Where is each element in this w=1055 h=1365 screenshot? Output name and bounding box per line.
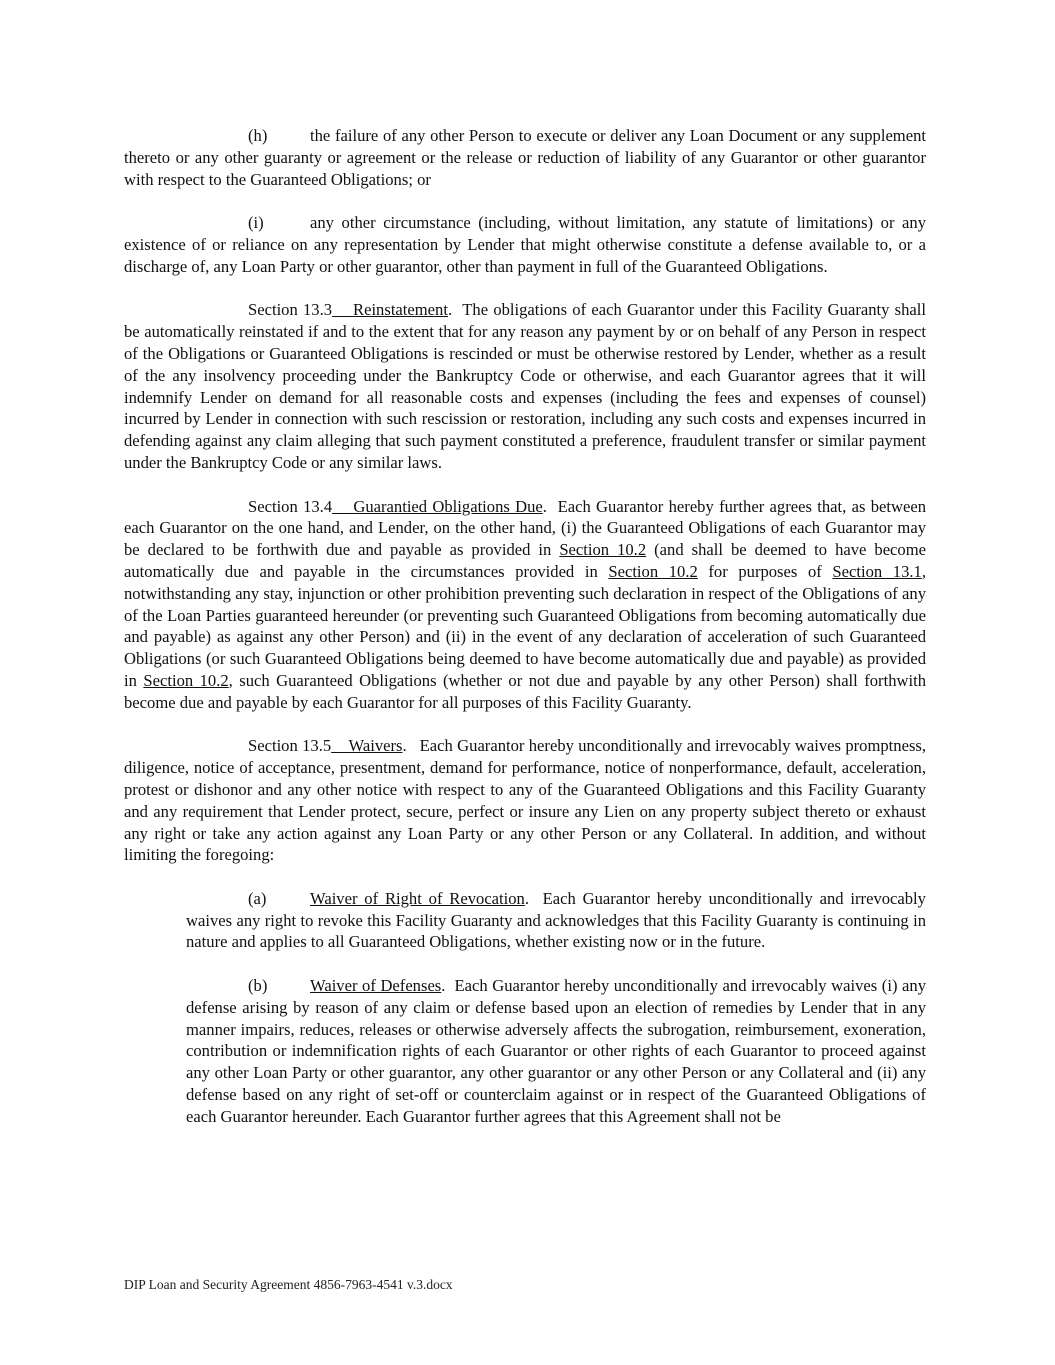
section-title: Waivers xyxy=(348,736,403,756)
document-body xyxy=(124,125,926,1149)
section-text: , such Guaranteed Obligations (whether or not due and payable by any other Person) shall forthwith become due and payable by each Guarantor for all purposes of this Facility Guaranty. xyxy=(124,670,926,712)
clause-text: Each Guarantor hereby unconditionally and irrevocably waives any right to revoke this Facility Guaranty and acknowledges that this Facility Guaranty is continuing in nature and applies to all Guaranteed Obligations, whether existing now or in the future. xyxy=(186,888,926,952)
clause-text: any other circumstance (including, without limitation, any statute of limitations) or any existence of or reliance on any representation by Lender that might otherwise constitute a defense available to, or a discharge of, any Loan Party or other guarantor, other than payment in full of the Guaranteed Obligations. xyxy=(124,213,926,276)
section-title: Reinstatement xyxy=(353,300,448,320)
clause-a: (a) Waiver of Right of Revocation. Each Guarantor hereby unconditionally and irrevocably waives any right to revoke this Facility Guaranty and acknowledges that this Facility Guaranty is continuing in nature and applies to all Guaranteed Obligations, whether existing now or in the future. xyxy=(186,888,926,952)
section-number: Section 13.5 xyxy=(248,736,332,756)
page-footer: DIP Loan and Security Agreement 4856-7963-4541 v.3.docx xyxy=(124,1277,453,1292)
clause-label: (a) xyxy=(248,888,267,908)
section-13-3: Section 13.3 Reinstatement. The obligations of each Guarantor under this Facility Guaranty shall be automatically reinstated if and to the extent that for any reason any payment by or on behalf of any Person in respect of the Obligations or Guaranteed Obligations is rescinded or must be otherwise restored by Lender, whether as a result of the any insolvency proceeding under the Bankruptcy Code or otherwise, and each Guarantor agrees that it will indemnify Lender on demand for all reasonable costs and expenses (including the fees and expenses of counsel) incurred by Lender in connection with such rescission or restoration, including any such costs and expenses incurred in defending against any claim alleging that such payment constituted a preference, fraudulent transfer or similar payment under the Bankruptcy Code or any similar laws. xyxy=(124,300,926,472)
section-text: for purposes of xyxy=(708,561,822,581)
clause-b: (b) Waiver of Defenses. Each Guarantor hereby unconditionally and irrevocably waives (i) any defense arising by reason of any claim or defense based upon an election of remedies by Lender that in any manner impairs, reduces, releases or otherwise adversely affects the subrogation, reimbursement, exoneration, contribution or indemnification rights of each Guarantor or other rights of each Guarantor to proceed against any other Loan Party or other guarantor, any other guarantor or any other Person or any Collateral and (ii) any defense based on any right of set-off or counterclaim against or in respect of the Guaranteed Obligations of each Guarantor hereunder. Each Guarantor further agrees that this Agreement shall not be xyxy=(186,976,926,1126)
section-13-4: Section 13.4 Guarantied Obligations Due. Each Guarantor hereby further agrees that, as between each Guarantor on the one hand, and Lender, on the other hand, (i) the Guaranteed Obligations of each Guarantor may be declared to be forthwith due and payable as provided in Section 10.2 (and shall be deemed to have become automatically due and payable in the circumstances provided in Section 10.2 for purposes of Section 13.1, notwithstanding any stay, injunction or other prohibition preventing such declaration in respect of the Obligations of any of the Loan Parties guaranteed hereunder (or preventing such Guaranteed Obligations from becoming automatically due and payable) as against any other Person) and (ii) in the event of any declaration of acceleration of such Guaranteed Obligations (or such Guaranteed Obligations being deemed to have become automatically due and payable) as provided in Section 10.2, such Guaranteed Obligations (whether or not due and payable by any other Person) shall forthwith become due and payable by each Guarantor for all purposes of this Facility Guaranty. xyxy=(124,496,926,712)
section-text: , notwithstanding any stay, injunction or other prohibition preventing such declaration in respect of the Obligations of any of the Loan Parties guaranteed hereunder (or preventing such Guaranteed Obligations from becoming automatically due and payable) as against any other Person) and (ii) in the event of any declaration of acceleration of such Guaranteed Obligations (or such Guaranteed Obligations being deemed to have become automatically due and payable) as provided in xyxy=(124,561,926,690)
clause-text: the failure of any other Person to execute or deliver any Loan Document or any supplement thereto or any other guaranty or agreement or the release or reduction of liability of any Guarantor or other guarantor with respect to the Guaranteed Obligations; or xyxy=(124,126,926,189)
cross-reference: Section 10.2 xyxy=(608,561,698,581)
clause-label: (i) xyxy=(248,213,264,233)
section-text: Each Guarantor hereby further agrees that, as between each Guarantor on the one hand, and Lender, on the other hand, (i) the Guaranteed Obligations of each Guarantor may be declared to be forthwith due and payable as provided in xyxy=(124,496,926,560)
section-number: Section 13.3 xyxy=(248,300,333,320)
section-title: Guarantied Obligations Due xyxy=(353,496,543,516)
clause-h xyxy=(124,125,926,190)
section-text: Each Guarantor hereby unconditionally and irrevocably waives promptness, diligence, notice of acceptance, presentment, demand for performance, notice of nonperformance, default, acceleration, protest or dishonor and any other notice with respect to any of the Guaranteed Obligations and this Facility Guaranty and any requirement that Lender protect, secure, perfect or insure any Lien on any property subject thereto or exhaust any right or take any action against any Loan Party or any other Person or any Collateral. In addition, and without limiting the foregoing: xyxy=(124,736,927,865)
section-text: (and shall be deemed to have become automatically due and payable in the circumstances provided in xyxy=(124,540,926,581)
section-text: The obligations of each Guarantor under this Facility Guaranty shall be automatically reinstated if and to the extent that for any reason any payment by or on behalf of any Person in respect of the Obligations or Guaranteed Obligations is rescinded or must be otherwise restored by Lender, whether as a result of the any insolvency proceeding under the Bankruptcy Code or otherwise, and each Guarantor agrees that it will indemnify Lender on demand for all reasonable costs and expenses (including the fees and expenses of counsel) incurred by Lender in connection with such rescission or restoration, including any such costs and expenses incurred in defending against any claim alleging that such payment constituted a preference, fraudulent transfer or similar payment under the Bankruptcy Code or any similar laws. xyxy=(124,300,926,472)
cross-reference: Section 10.2 xyxy=(559,540,647,560)
clause-label: (h) xyxy=(248,126,268,145)
clause-i xyxy=(124,212,926,277)
clause-label: (b) xyxy=(248,976,268,996)
cross-reference: Section 10.2 xyxy=(143,670,229,690)
clause-title: Waiver of Defenses xyxy=(310,976,442,996)
clause-title: Waiver of Right of Revocation xyxy=(310,888,525,908)
cross-reference: Section 13.1 xyxy=(832,561,922,581)
section-number: Section 13.4 xyxy=(248,496,333,516)
clause-text: Each Guarantor hereby unconditionally and irrevocably waives (i) any defense arising by reason of any claim or defense based upon an election of remedies by Lender that in any manner impairs, reduces, releases or otherwise adversely affects the subrogation, reimbursement, exoneration, contribution or indemnification rights of each Guarantor or other rights of each Guarantor to proceed against any other Loan Party or other guarantor, any other guarantor or any other Person or any Collateral and (ii) any defense based on any right of set-off or counterclaim against or in respect of the Guaranteed Obligations of each Guarantor hereunder. Each Guarantor further agrees that this Agreement shall not be xyxy=(186,976,926,1126)
section-13-5: Section 13.5 Waivers. Each Guarantor hereby unconditionally and irrevocably waives promptness, diligence, notice of acceptance, presentment, demand for performance, notice of nonperformance, default, acceleration, protest or dishonor and any other notice with respect to any of the Guaranteed Obligations and this Facility Guaranty and any requirement that Lender protect, secure, perfect or insure any Lien on any property subject thereto or exhaust any right or take any action against any Loan Party or any other Person or any Collateral. In addition, and without limiting the foregoing: xyxy=(124,736,927,865)
